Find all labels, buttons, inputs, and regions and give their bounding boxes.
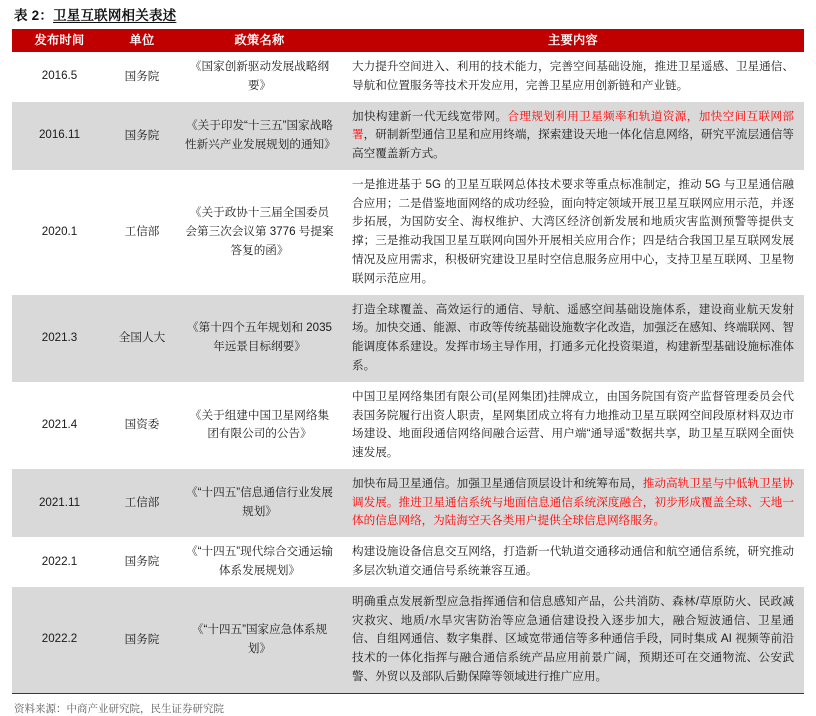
content-text: 构建设施设备信息交互网络，打造新一代轨道交通移动通信和航空通信系统，研究推动多层次轨道交通信号系统兼容互通。 — [352, 545, 794, 577]
cell-unit: 国务院 — [107, 537, 177, 587]
figure-title-label: 表 2： — [14, 8, 54, 23]
cell-unit: 国务院 — [107, 587, 177, 693]
cell-policy-name: 《关于政协十三届全国委员会第三次会议第 3776 号提案答复的函》 — [177, 170, 342, 295]
cell-date: 2021.11 — [12, 469, 107, 537]
figure-title — [12, 0, 804, 29]
cell-policy-name: 《关于印发“十三五”国家战略性新兴产业发展规划的通知》 — [177, 102, 342, 170]
content-text: 一是推进基于 5G 的卫星互联网总体技术要求等重点标准制定，推动 5G 与卫星通信融合应用；二是借鉴地面网络的成功经验，面向特定领域开展卫星互联网应用示范，并逐步拓展，为国防安全、海权维护、大湾区经济创新发展和地质灾害监测预警等提供支撑；三是推动我国卫星互联网向国外开展相关应用合作；四是结合我国卫星互联网发展情况及应用需求，积极研究建设卫星时空信息服务应用中心，支持卫星互联网、卫星物联网示范应用。 — [352, 177, 794, 285]
cell-unit: 国资委 — [107, 382, 177, 469]
cell-content — [342, 170, 804, 295]
cell-policy-name: 《国家创新驱动发展战略纲要》 — [177, 52, 342, 102]
cell-unit: 国务院 — [107, 52, 177, 102]
cell-policy-name: 《第十四个五年规划和 2035 年远景目标纲要》 — [177, 295, 342, 382]
cell-policy-name: 《“十四五”国家应急体系规划》 — [177, 587, 342, 693]
cell-policy-name: 《关于组建中国卫星网络集团有限公司的公告》 — [177, 382, 342, 469]
cell-content — [342, 295, 804, 382]
content-highlight: 合理规划利用卫星频率和轨道资源，加快空间互联网部署 — [352, 109, 794, 142]
cell-date: 2021.4 — [12, 382, 107, 469]
policy-table — [12, 29, 804, 693]
column-header-content: 主要内容 — [342, 29, 804, 52]
cell-unit: 工信部 — [107, 469, 177, 537]
content-highlight: 推动高轨卫星与中低轨卫星协调发展。推进卫星通信系统与地面信息通信系统深度融合，初步形成覆盖全球、天地一体的信息网络，为陆海空天各类用户提供全球信息网络服务。 — [352, 476, 794, 528]
cell-date: 2020.1 — [12, 170, 107, 295]
cell-policy-name: 《“十四五”现代综合交通运输体系发展规划》 — [177, 537, 342, 587]
table-row — [12, 295, 804, 382]
table-row — [12, 469, 804, 537]
cell-date: 2016.11 — [12, 102, 107, 170]
content-text: 中国卫星网络集团有限公司(星网集团)挂牌成立，由国务院国有资产监督管理委员会代表国务院履行出资人职责，星网集团成立将有力地推动卫星互联网空间段原材料双边市场建设、地面段通信网络间融合运营、用户端“通导遥”数据共享，助卫星互联网全面快速发展。 — [352, 389, 794, 460]
cell-unit: 工信部 — [107, 170, 177, 295]
cell-date: 2022.2 — [12, 587, 107, 693]
cell-date: 2016.5 — [12, 52, 107, 102]
source-note: 资料来源：中商产业研究院，民生证券研究院 — [14, 702, 224, 715]
cell-content — [342, 469, 804, 537]
table-header-row — [12, 29, 804, 52]
column-header-unit: 单位 — [107, 29, 177, 52]
table-row — [12, 537, 804, 587]
content-text: ，研制新型通信卫星和应用终端，探索建设天地一体化信息网络，研究平流层通信等高空覆盖新方式。 — [352, 128, 794, 161]
cell-date: 2022.1 — [12, 537, 107, 587]
content-text: 大力提升空间进入、利用的技术能力，完善空间基础设施，推进卫星遥感、卫星通信、导航和位置服务等技术开发应用，完善卫星应用创新链和产业链。 — [352, 60, 794, 92]
cell-content — [342, 537, 804, 587]
column-header-policy: 政策名称 — [177, 29, 342, 52]
cell-unit: 全国人大 — [107, 295, 177, 382]
cell-content — [342, 382, 804, 469]
column-header-date: 发布时间 — [12, 29, 107, 52]
cell-content — [342, 587, 804, 693]
table-row — [12, 170, 804, 295]
figure-title-name: 卫星互联网相关表述 — [53, 8, 177, 23]
cell-policy-name: 《“十四五”信息通信行业发展规划》 — [177, 469, 342, 537]
cell-content — [342, 52, 804, 102]
table-row — [12, 587, 804, 693]
cell-unit: 国务院 — [107, 102, 177, 170]
table-row — [12, 102, 804, 170]
content-text: 加快布局卫星通信。加强卫星通信顶层设计和统筹布局， — [352, 476, 643, 490]
table-row — [12, 382, 804, 469]
cell-date: 2021.3 — [12, 295, 107, 382]
content-text: 加快构建新一代无线宽带网。 — [352, 109, 508, 123]
content-text: 打造全球覆盖、高效运行的通信、导航、遥感空间基础设施体系，建设商业航天发射场。加快交通、能源、市政等传统基础设施数字化改造，加强泛在感知、终端联网、智能调度体系建设。发挥市场主导作用，打通多元化投资渠道，构建新型基础设施标准体系。 — [352, 302, 794, 372]
table-header — [12, 29, 804, 52]
content-text: 明确重点发展新型应急指挥通信和信息感知产品，公共消防、森林/草原防火、民政减灾救灾、地质/水旱灾害防治等应急通信建设投入逐步加大，融合短波通信、卫星通信、自组网通信、数字集群、区域宽带通信等多种通信手段，同时集成 AI 视频等前沿技术的一体化指挥与融合通信系统产品应用前景广阔，预期还可在交通物流、公安武警、外贸以及部队后勤保障等领域进行推广应用。 — [352, 594, 794, 683]
table-row — [12, 52, 804, 102]
cell-content — [342, 102, 804, 170]
table-body — [12, 52, 804, 693]
